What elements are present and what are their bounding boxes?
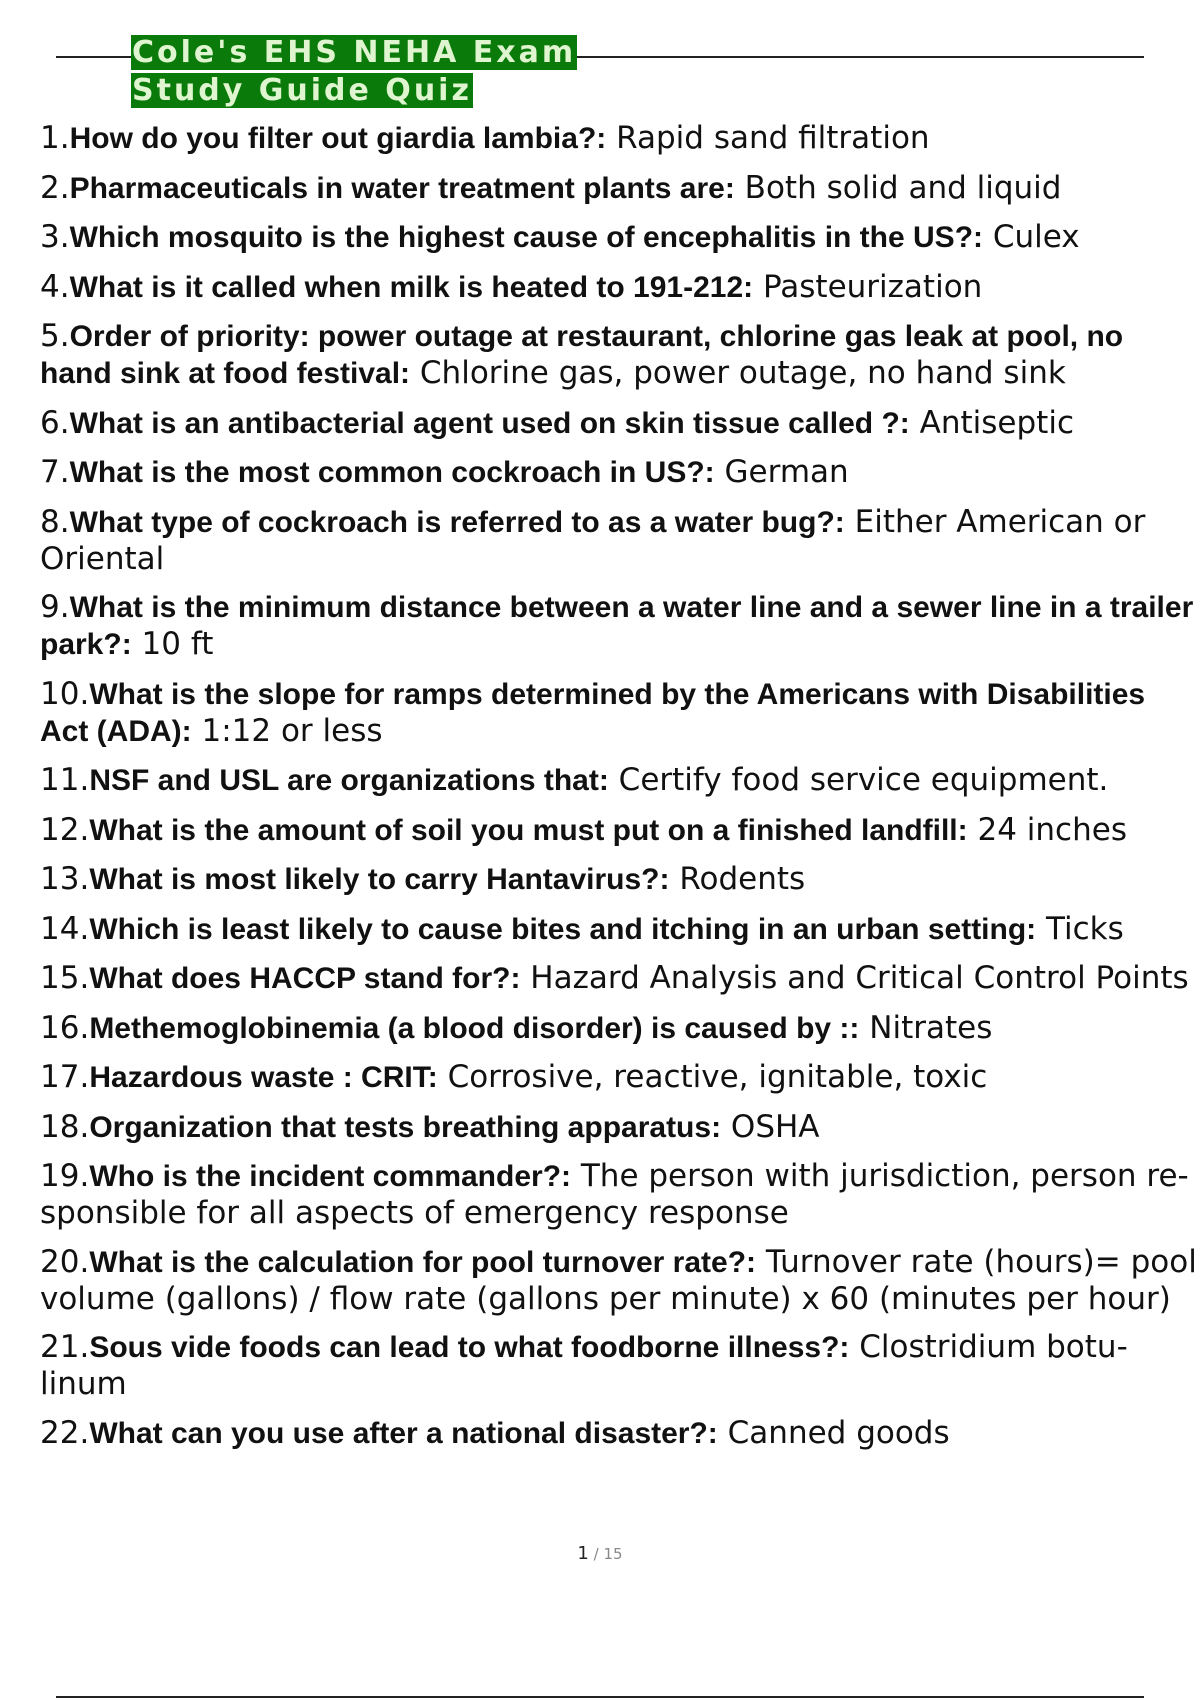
item-number: 16. xyxy=(40,1009,90,1046)
question-list xyxy=(40,120,1200,1464)
item-number: 14. xyxy=(40,910,90,947)
item-answer: Nitrates xyxy=(859,1009,993,1046)
item-answer: Rodents xyxy=(669,861,806,897)
item-answer: Hazard Analysis and Critical Control Points xyxy=(520,960,1189,996)
list-item xyxy=(40,1329,1200,1402)
item-answer: The person with jurisdiction, person re- sponsible for all aspects of emergency response xyxy=(40,1158,1189,1231)
list-item xyxy=(40,861,1200,898)
item-number: 5. xyxy=(40,318,70,354)
item-answer: Corrosive, reactive, ignitable, toxic xyxy=(437,1059,988,1095)
item-question: Who is the incident commander?: xyxy=(89,1160,572,1193)
item-answer: 10 ft xyxy=(131,626,214,662)
item-answer: Culex xyxy=(983,219,1080,255)
page-total: / 15 xyxy=(588,1545,623,1563)
item-question: What is the most common cockroach in US?: xyxy=(69,456,715,489)
list-item xyxy=(40,269,1200,306)
item-question: NSF and USL are organizations that: xyxy=(89,764,609,797)
item-number: 1. xyxy=(40,120,70,156)
list-item xyxy=(40,1059,1200,1096)
item-number: 10. xyxy=(40,675,90,712)
item-number: 9. xyxy=(40,589,70,625)
bottom-divider xyxy=(56,1696,1144,1698)
item-number: 8. xyxy=(40,503,70,540)
item-number: 17. xyxy=(40,1059,90,1095)
list-item xyxy=(40,170,1200,207)
item-number: 4. xyxy=(40,268,70,305)
item-answer: Antiseptic xyxy=(909,404,1074,441)
page-counter xyxy=(0,1543,1200,1564)
list-item xyxy=(40,1244,1200,1317)
item-answer: 24 inches xyxy=(967,811,1127,848)
list-item xyxy=(40,589,1200,663)
item-number: 20. xyxy=(40,1243,90,1280)
item-number: 13. xyxy=(40,861,90,897)
item-answer: German xyxy=(714,454,849,490)
item-question: What is the amount of soil you must put on a finished landfill: xyxy=(89,813,968,847)
title-block xyxy=(131,34,701,110)
item-answer: Pasteurization xyxy=(753,268,983,305)
item-number: 6. xyxy=(40,404,70,441)
item-answer: Either American or Oriental xyxy=(40,503,1146,577)
item-answer: Certify food service equipment. xyxy=(608,762,1109,798)
page-current: 1 xyxy=(577,1543,589,1564)
list-item xyxy=(40,405,1200,442)
item-answer: Rapid sand filtration xyxy=(606,120,930,156)
item-question: Which mosquito is the highest cause of encephalitis in the US?: xyxy=(69,221,984,254)
item-question: What is most likely to carry Hantavirus?: xyxy=(89,863,670,896)
item-question: Order of priority: power outage at restaurant, chlorine gas leak at pool, no hand sink at food festival: xyxy=(40,320,1124,390)
item-answer: Chlorine gas, power outage, no hand sink xyxy=(410,355,1066,391)
list-item xyxy=(40,318,1200,392)
item-number: 15. xyxy=(40,960,90,996)
list-item xyxy=(40,219,1200,256)
list-item xyxy=(40,911,1200,948)
item-question: What is the calculation for pool turnover rate?: xyxy=(89,1245,757,1279)
list-item xyxy=(40,454,1200,491)
item-number: 19. xyxy=(40,1158,90,1194)
item-question: What is the slope for ramps determined by the Americans with Disabilities Act (ADA): xyxy=(40,677,1146,748)
list-item xyxy=(40,1158,1200,1231)
item-answer: Clostridium botu- linum xyxy=(40,1329,1128,1402)
item-answer: 1:12 or less xyxy=(191,712,383,749)
item-number: 3. xyxy=(40,219,70,255)
item-question: Pharmaceuticals in water treatment plants are: xyxy=(69,171,735,205)
item-number: 7. xyxy=(40,454,70,490)
item-answer: Canned goods xyxy=(717,1414,950,1451)
item-number: 12. xyxy=(40,811,90,848)
item-question: What type of cockroach is referred to as a water bug?: xyxy=(69,505,845,539)
list-item xyxy=(40,812,1200,849)
list-item xyxy=(40,1010,1200,1047)
item-question: Organization that tests breathing apparatus: xyxy=(89,1110,722,1144)
item-answer: OSHA xyxy=(721,1108,820,1145)
item-number: 18. xyxy=(40,1108,90,1145)
list-item xyxy=(40,1109,1200,1146)
item-answer: Both solid and liquid xyxy=(734,169,1062,206)
list-item xyxy=(40,504,1200,577)
document-title: Cole's EHS NEHA Exam Study Guide Quiz xyxy=(132,35,577,108)
item-number: 21. xyxy=(40,1329,90,1365)
item-question: Sous vide foods can lead to what foodborne illness?: xyxy=(89,1331,850,1364)
list-item xyxy=(40,1415,1200,1452)
item-answer: Turnover rate (hours)= pool volume (gallons) / flow rate (gallons per minute) x 60 (minutes per hour) xyxy=(40,1243,1197,1317)
item-question: What is an antibacterial agent used on skin tissue called ?: xyxy=(69,406,910,440)
list-item xyxy=(40,120,1200,157)
item-number: 11. xyxy=(40,762,90,798)
list-item xyxy=(40,762,1200,799)
list-item xyxy=(40,960,1200,997)
item-question: What can you use after a national disaster?: xyxy=(89,1416,718,1450)
item-number: 22. xyxy=(40,1414,90,1451)
item-question: Hazardous waste : CRIT: xyxy=(89,1061,438,1094)
item-answer: Ticks xyxy=(1036,910,1124,947)
item-question: What is the minimum distance between a water line and a sewer line in a trailer park?: xyxy=(40,591,1194,661)
item-question: Methemoglobinemia (a blood disorder) is caused by :: xyxy=(89,1011,860,1045)
item-question: What is it called when milk is heated to 191-212: xyxy=(69,270,754,304)
item-question: What does HACCP stand for?: xyxy=(89,962,521,995)
item-question: Which is least likely to cause bites and itching in an urban setting: xyxy=(89,912,1037,946)
item-number: 2. xyxy=(40,169,70,206)
list-item xyxy=(40,676,1200,750)
item-question: How do you filter out giardia lambia?: xyxy=(69,122,607,155)
